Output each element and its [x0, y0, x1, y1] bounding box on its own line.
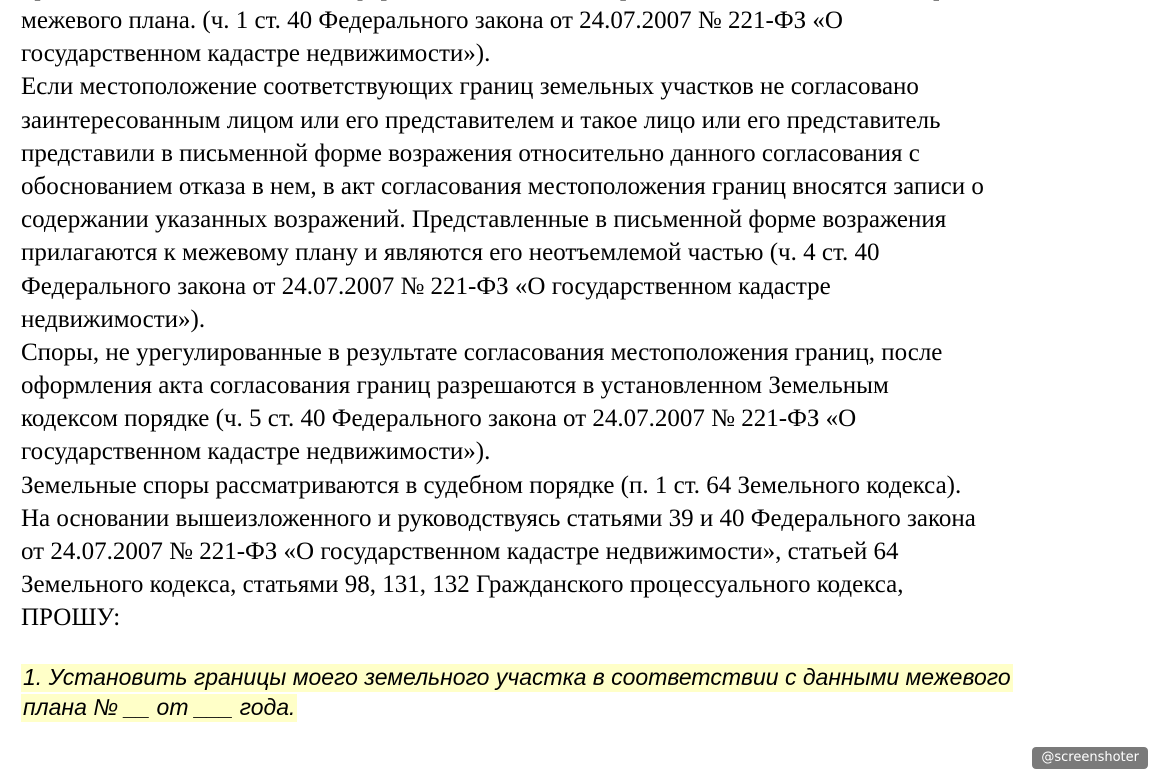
- highlighted-line: плана № __ от ___ года.: [23, 694, 296, 720]
- highlighted-request: [21, 662, 1111, 722]
- highlighted-line: 1. Установить границы моего земельного участка в соответствии с данными межевого: [23, 664, 1011, 690]
- text-line: от 24.07.2007 № 221-ФЗ «О государственном кадастре недвижимости», статьей 64: [21, 538, 899, 565]
- text-line: Споры, не урегулированные в результате согласования местоположения границ, после: [21, 338, 943, 366]
- text-line: ПРОШУ:: [21, 604, 121, 632]
- text-line: Земельные споры рассматриваются в судебном порядке (п. 1 ст. 64 Земельного кодекса).: [21, 471, 962, 499]
- text-line: оформления акта согласования границ разрешаются в установленном Земельным: [21, 372, 889, 400]
- text-line: представили в письменной форме возражения относительно данного согласования с: [21, 139, 920, 167]
- text-line: государственном кадастре недвижимости»).: [21, 438, 491, 466]
- text-line: обоснованием отказа в нем, в акт согласования местоположения границ вносятся записи о: [21, 172, 984, 200]
- watermark-badge: @screenshoter: [1032, 747, 1148, 769]
- text-line: межевого плана. (ч. 1 ст. 40 Федерального закона от 24.07.2007 № 221-ФЗ «О: [21, 7, 843, 34]
- text-line: Федерального закона от 24.07.2007 № 221-ФЗ «О государственном кадастре: [21, 272, 831, 300]
- text-line: недвижимости»).: [21, 305, 206, 333]
- text-line: прилагаются к межевому плану и являются его неотъемлемой частью (ч. 4 ст. 40: [21, 239, 880, 267]
- text-line: Земельного кодекса, статьями 98, 131, 132 Гражданского процессуального кодекса,: [21, 571, 904, 599]
- text-line: Если местоположение соответствующих границ земельных участков не согласовано: [21, 73, 919, 101]
- text-line: содержании указанных возражений. Представленные в письменной форме возражения: [21, 206, 947, 234]
- text-line: государственном кадастре недвижимости»).: [21, 40, 491, 68]
- text-line: кодексом порядке (ч. 5 ст. 40 Федерального закона от 24.07.2007 № 221-ФЗ «О: [21, 405, 857, 433]
- text-line: заинтересованным лицом или его представителем и такое лицо или его представитель: [21, 106, 941, 134]
- document-body: [21, 0, 1136, 668]
- text-line: На основании вышеизложенного и руководствуясь статьями 39 и 40 Федерального закона: [21, 504, 976, 532]
